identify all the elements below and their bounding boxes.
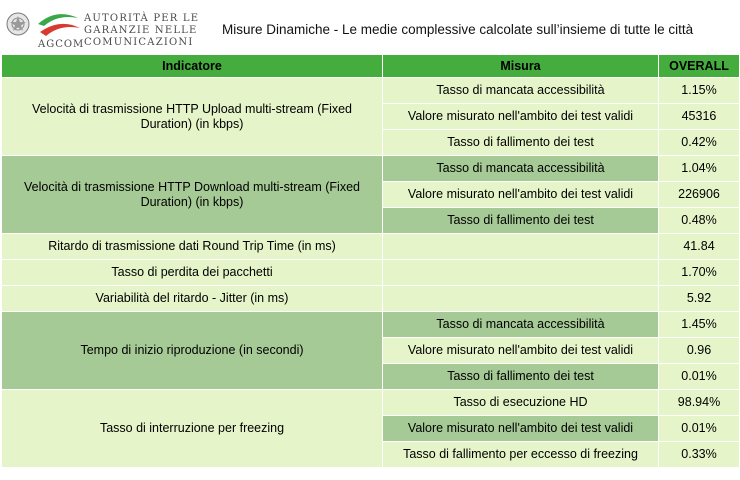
table-row xyxy=(2,234,740,260)
overall-cell: 0.42% xyxy=(659,130,740,156)
table-row xyxy=(2,390,740,416)
misura-cell: Tasso di fallimento dei test xyxy=(383,208,659,234)
overall-cell: 0.33% xyxy=(659,442,740,468)
misura-cell: Tasso di mancata accessibilità xyxy=(383,312,659,338)
table-row xyxy=(2,286,740,312)
agcom-logo xyxy=(4,10,200,50)
misura-cell: Tasso di mancata accessibilità xyxy=(383,78,659,104)
misura-cell xyxy=(383,286,659,312)
measures-table xyxy=(1,54,740,468)
misura-cell xyxy=(383,234,659,260)
overall-cell: 1.70% xyxy=(659,260,740,286)
misura-cell xyxy=(383,260,659,286)
misura-cell: Tasso di fallimento dei test xyxy=(383,364,659,390)
overall-cell: 45316 xyxy=(659,104,740,130)
misura-cell: Tasso di fallimento per eccesso di freezing xyxy=(383,442,659,468)
indicatore-cell: Velocità di trasmissione HTTP Upload multi-stream (Fixed Duration) (in kbps) xyxy=(2,78,383,156)
table-row xyxy=(2,312,740,338)
misura-cell: Valore misurato nell'ambito dei test validi xyxy=(383,104,659,130)
page-header xyxy=(0,0,740,52)
logo-line-2: GARANZIE NELLE xyxy=(84,25,198,36)
overall-cell: 0.01% xyxy=(659,416,740,442)
misura-cell: Valore misurato nell'ambito dei test validi xyxy=(383,416,659,442)
misura-cell: Tasso di fallimento dei test xyxy=(383,130,659,156)
indicatore-cell: Tasso di perdita dei pacchetti xyxy=(2,260,383,286)
indicatore-cell: Tempo di inizio riproduzione (in secondi) xyxy=(2,312,383,390)
overall-cell: 0.01% xyxy=(659,364,740,390)
header-indicatore: Indicatore xyxy=(2,55,383,78)
logo-acronym: AGCOM xyxy=(38,39,85,50)
overall-cell: 1.45% xyxy=(659,312,740,338)
overall-cell: 41.84 xyxy=(659,234,740,260)
overall-cell: 1.15% xyxy=(659,78,740,104)
logo-line-1: AUTORITÀ PER LE xyxy=(84,13,200,24)
overall-cell: 1.04% xyxy=(659,156,740,182)
overall-cell: 226906 xyxy=(659,182,740,208)
table-row xyxy=(2,78,740,104)
misura-cell: Valore misurato nell'ambito dei test validi xyxy=(383,182,659,208)
agcom-emblem-icon xyxy=(4,10,84,40)
logo-line-3: COMUNICAZIONI xyxy=(84,37,194,48)
misura-cell: Tasso di esecuzione HD xyxy=(383,390,659,416)
header-misura: Misura xyxy=(383,55,659,78)
table-row xyxy=(2,156,740,182)
table-row xyxy=(2,260,740,286)
overall-cell: 0.96 xyxy=(659,338,740,364)
indicatore-cell: Ritardo di trasmissione dati Round Trip Time (in ms) xyxy=(2,234,383,260)
indicatore-cell: Variabilità del ritardo - Jitter (in ms) xyxy=(2,286,383,312)
overall-cell: 0.48% xyxy=(659,208,740,234)
indicatore-cell: Tasso di interruzione per freezing xyxy=(2,390,383,468)
misura-cell: Valore misurato nell'ambito dei test validi xyxy=(383,338,659,364)
misura-cell: Tasso di mancata accessibilità xyxy=(383,156,659,182)
table-header-row xyxy=(2,55,740,78)
header-overall: OVERALL xyxy=(659,55,740,78)
indicatore-cell: Velocità di trasmissione HTTP Download multi-stream (Fixed Duration) (in kbps) xyxy=(2,156,383,234)
overall-cell: 5.92 xyxy=(659,286,740,312)
overall-cell: 98.94% xyxy=(659,390,740,416)
page-title: Misure Dinamiche - Le medie complessive calcolate sull’insieme di tutte le città xyxy=(222,22,694,37)
